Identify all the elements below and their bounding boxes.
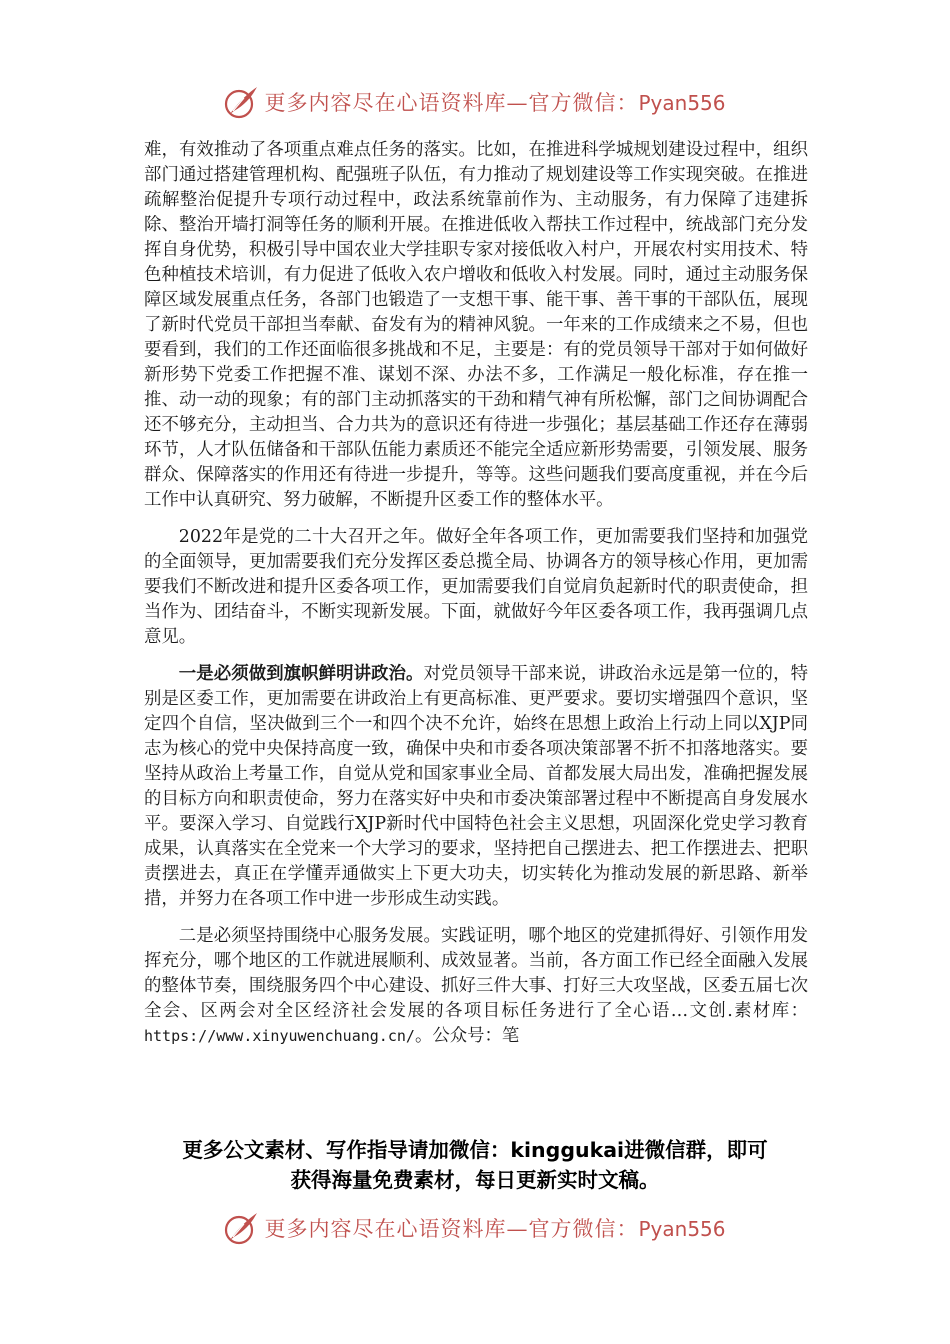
paragraph-1: 难，有效推动了各项重点难点任务的落实。比如，在推进科学城规划建设过程中，组织部门通过搭建管理机构、配强班子队伍，有力推动了规划建设等工作实现突破。在推进疏解整治促提升专项行动过程中，政法系统靠前作为、主动服务，有力保障了违建拆除、整治开墙打洞等任务的顺利开展。在推进低收入帮扶工作过程中，统战部门充分发挥自身优势，积极引导中国农业大学挂职专家对接低收入村户，开展农村实用技术、特色种植技术培训，有力促进了低收入农户增收和低收入村发展。同时，通过主动服务保障区域发展重点任务，各部门也锻造了一支想干事、能干事、善干事的干部队伍，展现了新时代党员干部担当奉献、奋发有为的精神风貌。一年来的工作成绩来之不易，但也要看到，我们的工作还面临很多挑战和不足，主要是：有的党员领导干部对于如何做好新形势下党委工作把握不准、谋划不深、办法不多，工作满足一般化标准，存在推一推、动一动的现象；有的部门主动抓落实的干劲和精气神有所松懈，部门之间协调配合还不够充分，主动担当、合力共为的意识还有待进一步强化；基层基础工作还存在薄弱环节，人才队伍储备和干部队伍能力素质还不能完全适应新形势需要，引领发展、服务群众、保障落实的作用还有待进一步提升，等等。这些问题我们要高度重视，并在今后工作中认真研究、努力破解，不断提升区委工作的整体水平。: [144, 140, 808, 510]
header-banner-text: 更多内容尽在心语资料库—官方微信：Pyan556: [264, 91, 726, 115]
promo-line-2: 获得海量免费素材，每日更新实时文稿。: [290, 1168, 660, 1192]
header-wechat-id: Pyan556: [638, 91, 726, 115]
promo-notice: [120, 1135, 830, 1195]
paragraph-3-heading: 一是必须做到旗帜鲜明讲政治。: [178, 664, 424, 684]
paragraph-3-text: 对党员领导干部来说，讲政治永远是第一位的，特别是区委工作，更加需要在讲政治上有更高标准、更严要求。要切实增强四个意识，坚定四个自信，坚决做到三个一和四个决不允许，始终在思想上政治上行动上同以XJP同志为核心的党中央保持高度一致，确保中央和市委各项决策部署不折不扣落地落实。要坚持从政治上考量工作，自觉从党和国家事业全局、首都发展大局出发，准确把握发展的目标方向和职责使命，努力在落实好中央和市委决策部署过程中不断提高自身发展水平。要深入学习、自觉践行XJP新时代中国特色社会主义思想，巩固深化党史学习教育成果，认真落实在全党来一个大学习的要求，坚持把自己摆进去、把工作摆进去、把职责摆进去，真正在学懂弄通做实上下更大功夫，切实转化为推动发展的新思路、新举措，并努力在各项工作中进一步形成生动实践。: [144, 664, 808, 909]
footer-banner: [0, 1208, 950, 1248]
promo-line-1: 更多公文素材、写作指导请加微信：kinggukai进微信群，即可: [182, 1138, 768, 1162]
quill-logo-icon: [224, 1210, 260, 1246]
document-body: [144, 138, 808, 1049]
paragraph-4-tail: 。公众号：笔: [414, 1026, 520, 1046]
footer-wechat-id: Pyan556: [638, 1217, 726, 1241]
source-url: https://www.xinyuwenchuang.cn/: [144, 1027, 415, 1045]
footer-banner-text: 更多内容尽在心语资料库—官方微信：Pyan556: [264, 1217, 726, 1241]
paragraph-3: [144, 662, 808, 912]
paragraph-4: [144, 924, 808, 1049]
paragraph-2: 2022年是党的二十大召开之年。做好全年各项工作，更加需要我们坚持和加强党的全面领导，更加需要我们充分发挥区委总揽全局、协调各方的领导核心作用，更加需要我们不断改进和提升区委各项工作，更加需要我们自觉肩负起新时代的职责使命，担当作为、团结奋斗，不断实现新发展。下面，就做好今年区委各项工作，我再强调几点意见。: [144, 527, 808, 647]
quill-logo-icon: [224, 84, 260, 120]
header-banner: [0, 82, 950, 122]
paragraph-4-text: 二是必须坚持围绕中心服务发展。实践证明，哪个地区的党建抓得好、引领作用发挥充分，哪个地区的工作就进展顺利、成效显著。当前，各方面工作已经全面融入发展的整体节奏，围绕服务四个中心建设、抓好三件大事、打好三大攻坚战，区委五届七次全会、区两会对全区经济社会发展的各项目标任务进行了全心语…文创.素材库：: [144, 926, 808, 1021]
